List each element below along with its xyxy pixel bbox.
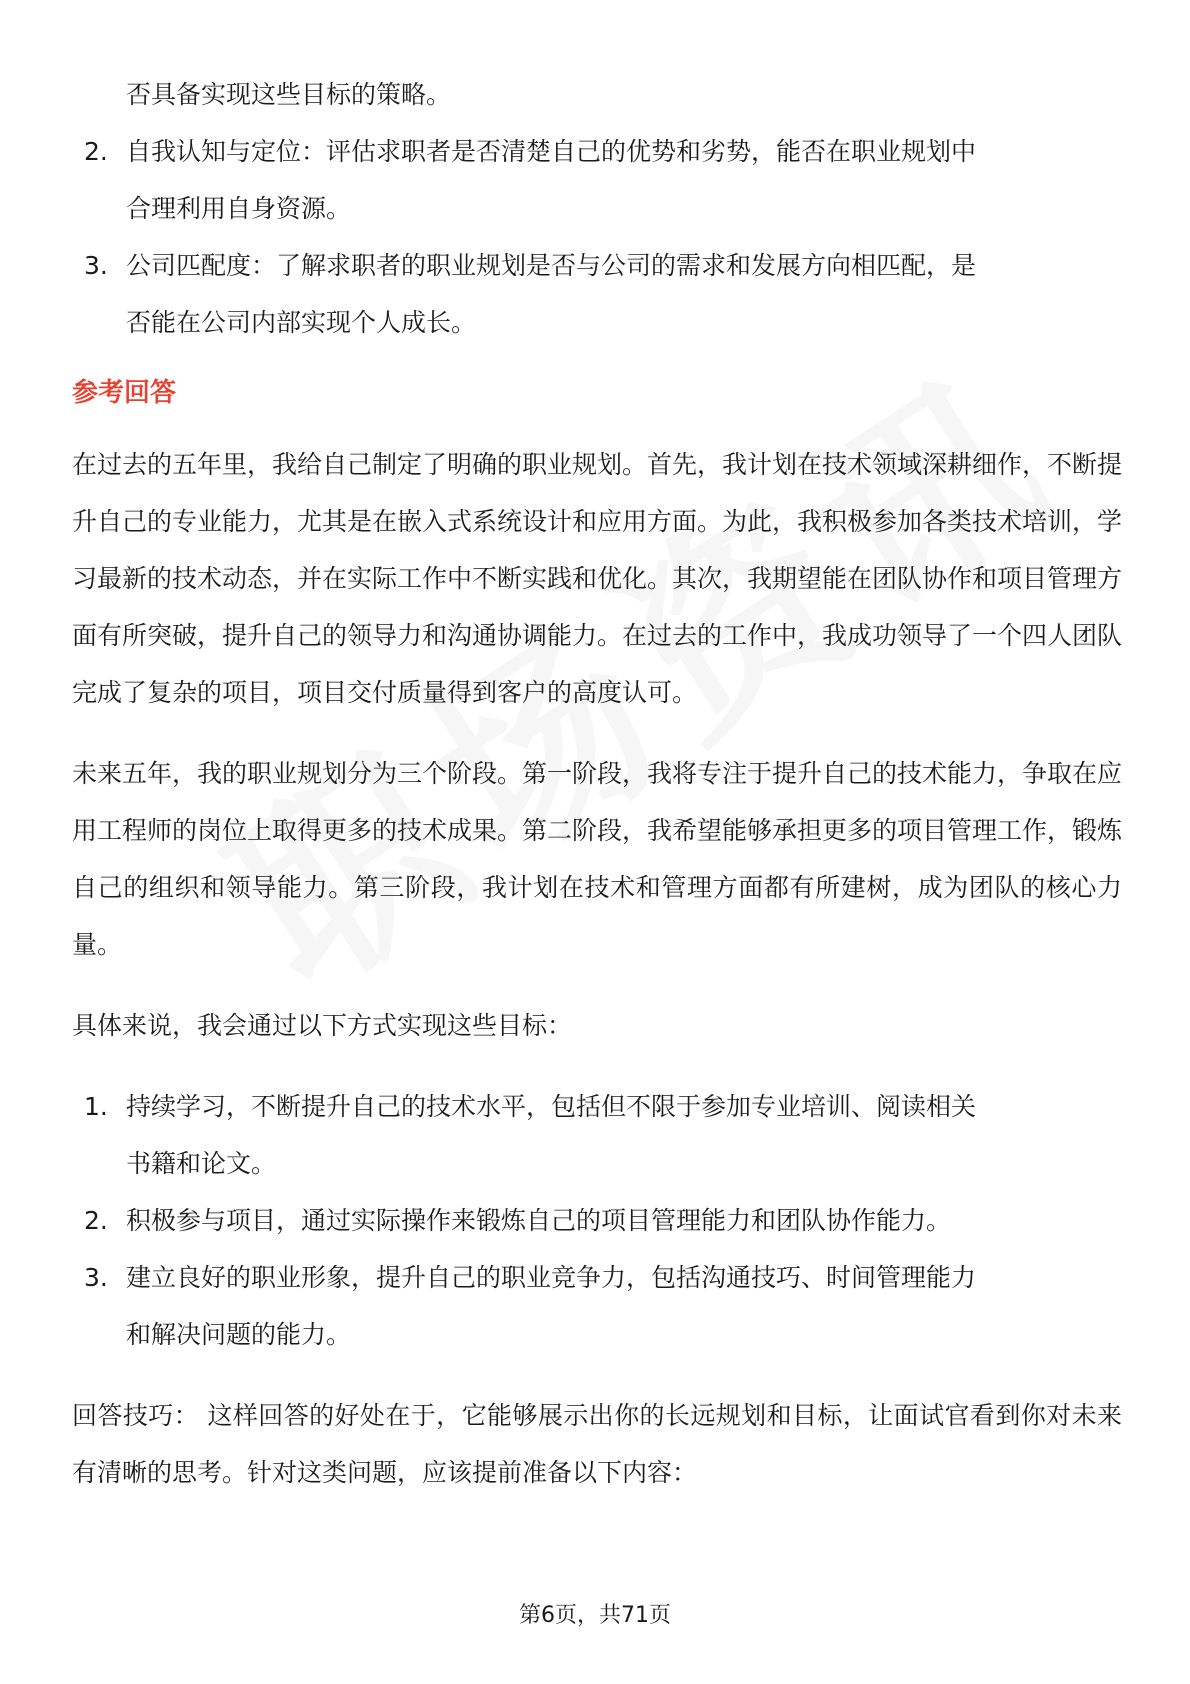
list-item — [72, 1192, 1122, 1249]
list-item-line: 否能在公司内部实现个人成长。 — [126, 308, 477, 337]
list-number: 3. — [84, 1263, 108, 1292]
list-number: 2. — [84, 137, 108, 166]
page-content — [72, 66, 1122, 1501]
list-number: 2. — [84, 1206, 108, 1235]
section-title: 参考回答 — [72, 378, 177, 408]
list-item-line: 公司匹配度：了解求职者的职业规划是否与公司的需求和发展方向相匹配，是 — [126, 251, 977, 280]
list-number: 1. — [84, 1092, 108, 1121]
list-item — [72, 1249, 1122, 1363]
list-item-line: 自我认知与定位：评估求职者是否清楚自己的优势和劣势，能否在职业规划中 — [126, 137, 977, 166]
goals-list — [72, 1078, 1122, 1363]
list-item-line: 书籍和论文。 — [126, 1149, 277, 1178]
list-number: 3. — [84, 251, 108, 280]
list-item — [72, 237, 1122, 351]
list-item-line: 合理利用自身资源。 — [126, 194, 352, 223]
answer-paragraph: 具体来说，我会通过以下方式实现这些目标： — [72, 1011, 573, 1040]
answer-paragraph: 在过去的五年里，我给自己制定了明确的职业规划。首先，我计划在技术领域深耕细作，不断提升自己的专业能力，尤其是在嵌入式系统设计和应用方面。为此，我积极参加各类技术培训，学习最新的技术动态，并在实际工作中不断实践和优化。其次，我期望能在团队协作和项目管理方面有所突破，提升自己的领导力和沟通协调能力。在过去的工作中，我成功领导了一个四人团队完成了复杂的项目，项目交付质量得到客户的高度认可。 — [72, 450, 1123, 707]
list-continuation: 否具备实现这些目标的策略。 — [126, 80, 452, 109]
list-item-line: 积极参与项目，通过实际操作来锻炼自己的项目管理能力和团队协作能力。 — [126, 1206, 952, 1235]
list-item-line: 和解决问题的能力。 — [126, 1320, 352, 1349]
list-item — [72, 1078, 1122, 1192]
answer-paragraph: 未来五年，我的职业规划分为三个阶段。第一阶段，我将专注于提升自己的技术能力，争取在应用工程师的岗位上取得更多的技术成果。第二阶段，我希望能够承担更多的项目管理工作，锻炼自己的组织和领导能力。第三阶段，我计划在技术和管理方面都有所建树，成为团队的核心力量。 — [72, 759, 1123, 959]
evaluation-list — [72, 123, 1122, 351]
list-item — [72, 123, 1122, 237]
list-item-line: 持续学习，不断提升自己的技术水平，包括但不限于参加专业培训、阅读相关 — [126, 1092, 977, 1121]
page-number: 第6页，共71页 — [519, 1603, 671, 1628]
list-item-line: 建立良好的职业形象，提升自己的职业竞争力，包括沟通技巧、时间管理能力 — [126, 1263, 977, 1292]
tips-paragraph: 回答技巧： 这样回答的好处在于，它能够展示出你的长远规划和目标，让面试官看到你对未来有清晰的思考。针对这类问题，应该提前准备以下内容： — [72, 1401, 1122, 1487]
